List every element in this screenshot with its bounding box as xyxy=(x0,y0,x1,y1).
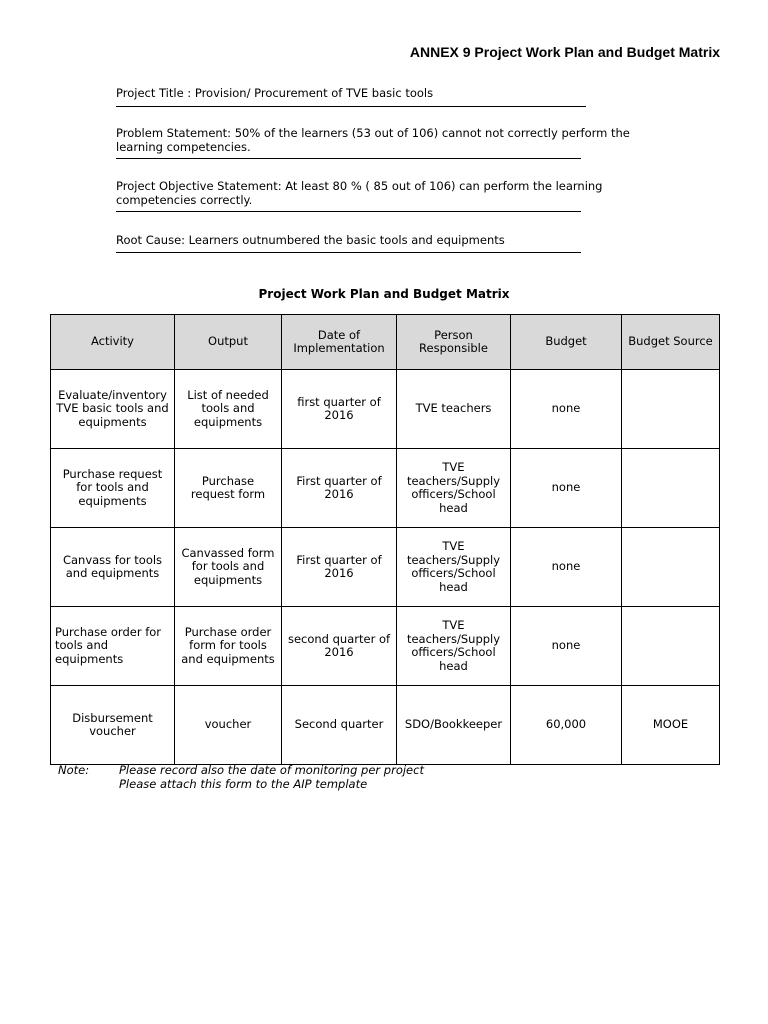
objective-statement-text: Project Objective Statement: At least 80 % ( 85 out of 106) can perform the learning competencies correctly. xyxy=(116,179,603,207)
cell-budget-source xyxy=(622,528,720,607)
problem-statement-field xyxy=(116,127,656,159)
cell-activity: Disbursement voucher xyxy=(51,686,175,765)
cell-date: First quarter of 2016 xyxy=(282,528,397,607)
work-plan-budget-table xyxy=(50,314,720,765)
header-date-of-implementation: Date of Implementation xyxy=(282,315,397,370)
problem-statement-underline xyxy=(116,158,581,159)
note-line: Please attach this form to the AIP template xyxy=(119,776,368,791)
table-row xyxy=(51,449,720,528)
table-row xyxy=(51,607,720,686)
cell-output: Purchase order form for tools and equipments xyxy=(175,607,282,686)
cell-date: first quarter of 2016 xyxy=(282,370,397,449)
cell-budget-source xyxy=(622,370,720,449)
note-lines xyxy=(119,764,519,791)
header-activity: Activity xyxy=(51,315,175,370)
objective-statement-underline xyxy=(116,211,581,212)
cell-date: second quarter of 2016 xyxy=(282,607,397,686)
header-output: Output xyxy=(175,315,282,370)
annex-title: ANNEX 9 Project Work Plan and Budget Matrix xyxy=(409,44,720,60)
cell-budget: none xyxy=(511,528,622,607)
cell-date: Second quarter xyxy=(282,686,397,765)
cell-activity: Purchase request for tools and equipments xyxy=(51,449,175,528)
project-title-field xyxy=(116,87,656,107)
root-cause-field xyxy=(116,234,656,253)
cell-budget-source xyxy=(622,607,720,686)
cell-budget: 60,000 xyxy=(511,686,622,765)
matrix-title: Project Work Plan and Budget Matrix xyxy=(258,287,510,301)
table-row xyxy=(51,370,720,449)
cell-person: SDO/Bookkeeper xyxy=(397,686,511,765)
project-title-underline xyxy=(116,106,586,107)
problem-statement-text: Problem Statement: 50% of the learners (53 out of 106) cannot not correctly perform the learning competencies. xyxy=(116,126,630,154)
cell-date: First quarter of 2016 xyxy=(282,449,397,528)
cell-budget: none xyxy=(511,607,622,686)
objective-statement-field xyxy=(116,180,656,212)
project-title-text: Project Title : Provision/ Procurement of TVE basic tools xyxy=(116,86,434,100)
note-line: Please record also the date of monitoring per project xyxy=(119,763,424,777)
cell-budget-source xyxy=(622,449,720,528)
cell-person: TVE teachers/Supply officers/School head xyxy=(397,449,511,528)
cell-budget-source: MOOE xyxy=(622,686,720,765)
header-person-responsible: Person Responsible xyxy=(397,315,511,370)
header-budget: Budget xyxy=(511,315,622,370)
root-cause-underline xyxy=(116,252,581,253)
cell-person: TVE teachers/Supply officers/School head xyxy=(397,607,511,686)
cell-activity: Purchase order for tools and equipments xyxy=(51,607,175,686)
cell-budget: none xyxy=(511,449,622,528)
cell-person: TVE teachers/Supply officers/School head xyxy=(397,528,511,607)
header-budget-source: Budget Source xyxy=(622,315,720,370)
note-label: Note: xyxy=(58,763,90,777)
cell-budget: none xyxy=(511,370,622,449)
table-row xyxy=(51,528,720,607)
cell-output: voucher xyxy=(175,686,282,765)
root-cause-text: Root Cause: Learners outnumbered the basic tools and equipments xyxy=(116,233,505,247)
cell-output: Canvassed form for tools and equipments xyxy=(175,528,282,607)
cell-person: TVE teachers xyxy=(397,370,511,449)
cell-output: Purchase request form xyxy=(175,449,282,528)
cell-activity: Evaluate/inventory TVE basic tools and equipments xyxy=(51,370,175,449)
table-header-row xyxy=(51,315,720,370)
cell-output: List of needed tools and equipments xyxy=(175,370,282,449)
table-row xyxy=(51,686,720,765)
cell-activity: Canvass for tools and equipments xyxy=(51,528,175,607)
